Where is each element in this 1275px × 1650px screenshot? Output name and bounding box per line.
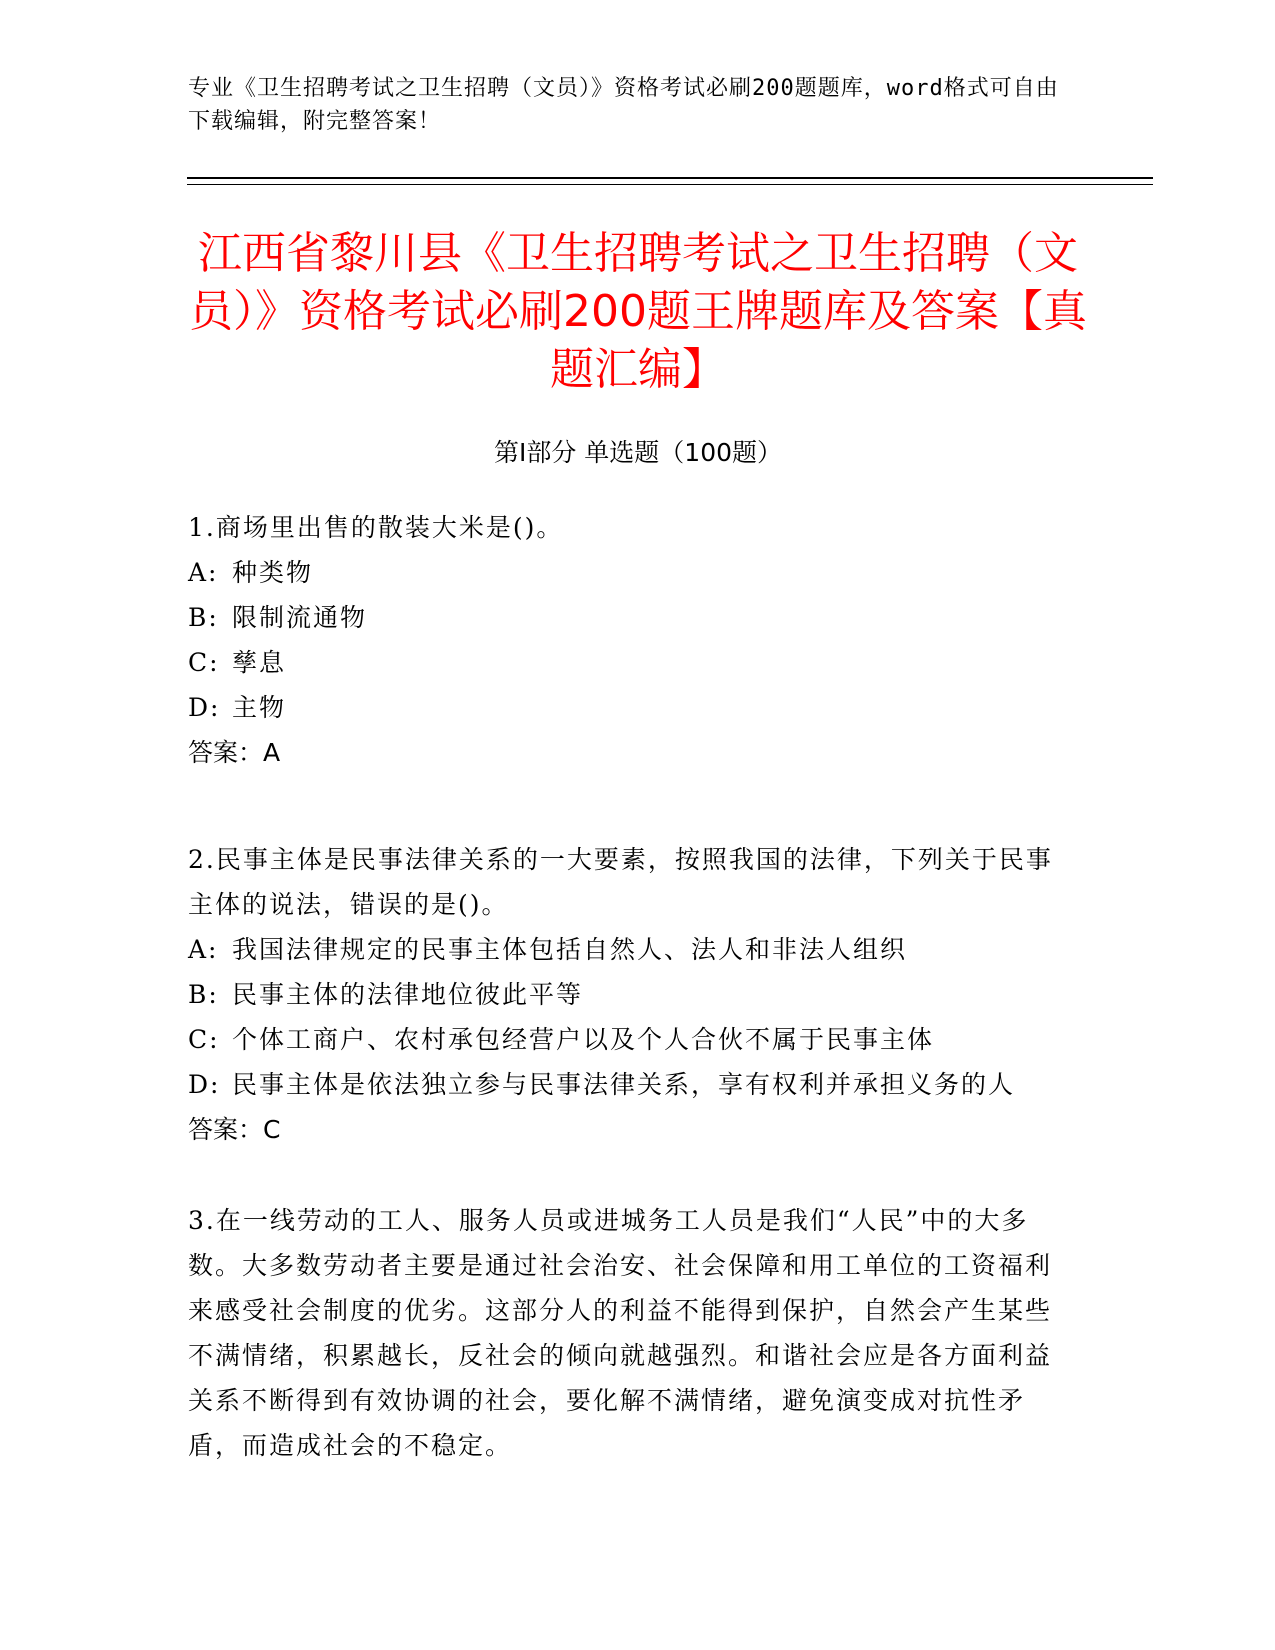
- option-key: C:: [188, 648, 220, 677]
- option-text: 民事主体是依法独立参与民事法律关系，享有权利并承担义务的人: [232, 1070, 1016, 1099]
- option-b: [188, 972, 1068, 1017]
- header-note: 专业《卫生招聘考试之卫生招聘（文员）》资格考试必刷200题题库，word格式可自由下载编辑，附完整答案！: [188, 76, 1059, 134]
- option-text: 个体工商户、农村承包经营户以及个人合伙不属于民事主体: [232, 1025, 935, 1054]
- option-text: 种类物: [232, 558, 314, 587]
- question-3: [188, 1198, 1068, 1468]
- question-1: [188, 505, 1068, 775]
- question-stem: 1.商场里出售的散装大米是()。: [188, 513, 564, 542]
- header-divider-thin: [187, 184, 1153, 185]
- answer-label: 答案：C: [188, 1115, 281, 1144]
- option-b: [188, 595, 1068, 640]
- option-key: B:: [188, 980, 219, 1009]
- option-c: [188, 640, 1068, 685]
- question-stem: 2.民事主体是民事法律关系的一大要素，按照我国的法律，下列关于民事主体的说法，错误的是()。: [188, 845, 1053, 919]
- option-key: B:: [188, 603, 219, 632]
- section-heading: 第Ⅰ部分 单选题（100题）: [493, 438, 783, 467]
- option-d: [188, 1062, 1068, 1107]
- option-key: D:: [188, 693, 221, 722]
- option-a: [188, 927, 1068, 972]
- question-2: [188, 837, 1068, 1152]
- option-a: [188, 550, 1068, 595]
- option-c: [188, 1017, 1068, 1062]
- answer-label: 答案：A: [188, 738, 281, 767]
- option-text: 主物: [232, 693, 287, 722]
- option-key: D:: [188, 1070, 221, 1099]
- option-text: 我国法律规定的民事主体包括自然人、法人和非法人组织: [232, 935, 908, 964]
- option-key: A:: [188, 558, 219, 587]
- document-title: 江西省黎川县《卫生招聘考试之卫生招聘（文员）》资格考试必刷200题王牌题库及答案【真题汇编】: [189, 228, 1087, 395]
- option-key: C:: [188, 1025, 220, 1054]
- question-stem: 3.在一线劳动的工人、服务人员或进城务工人员是我们“人民”中的大多数。大多数劳动者主要是通过社会治安、社会保障和用工单位的工资福利来感受社会制度的优劣。这部分人的利益不能得到保护，自然会产生某些不满情绪，积累越长，反社会的倾向就越强烈。和谐社会应是各方面利益关系不断得到有效协调的社会，要化解不满情绪，避免演变成对抗性矛盾，而造成社会的不稳定。: [188, 1206, 1053, 1460]
- option-key: A:: [188, 935, 219, 964]
- header-divider-thick: [187, 177, 1153, 179]
- option-text: 孳息: [232, 648, 287, 677]
- option-text: 民事主体的法律地位彼此平等: [232, 980, 584, 1009]
- option-text: 限制流通物: [232, 603, 368, 632]
- option-d: [188, 685, 1068, 730]
